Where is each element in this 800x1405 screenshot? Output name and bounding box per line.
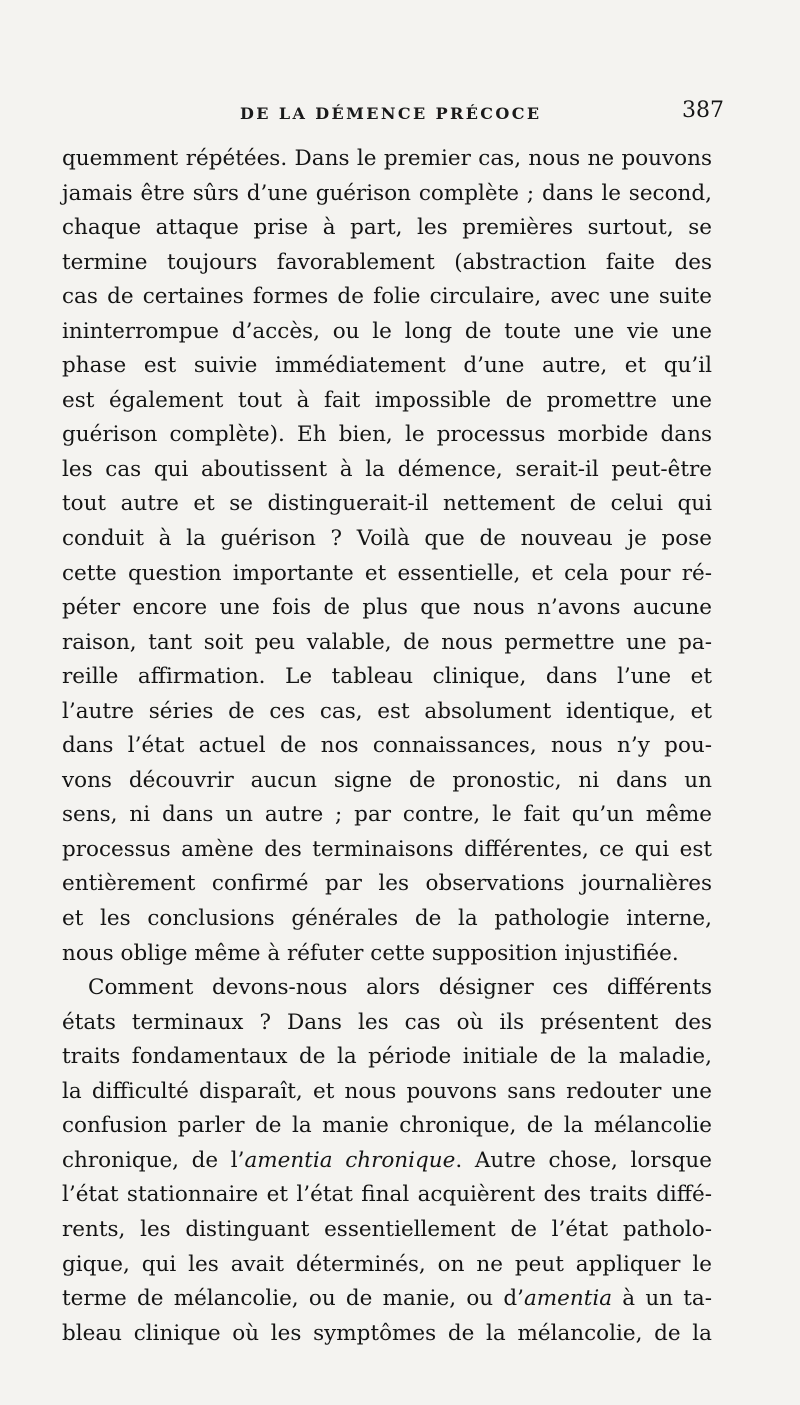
text-line: reille affirmation. Le tableau clinique, dans l’une et	[62, 664, 712, 690]
text-line: jamais être sûrs d’une guérison complète ; dans le second,	[62, 180, 712, 206]
running-title: DE LA DÉMENCE PRÉCOCE	[240, 104, 542, 123]
page-header	[62, 100, 722, 128]
text-line: Comment devons-nous alors désigner ces différents	[88, 975, 712, 1001]
text-line: ininterrompue d’accès, ou le long de toute une vie une	[62, 318, 712, 344]
text-line: cas de certaines formes de folie circulaire, avec une suite	[62, 284, 712, 310]
body-text	[62, 142, 712, 1351]
text-line: rents, les distinguant essentiellement de l’état patholo-	[62, 1216, 712, 1242]
text-line: guérison complète). Eh bien, le processus morbide dans	[62, 422, 712, 448]
text-line: entièrement confirmé par les observations journalières	[62, 871, 712, 897]
text-line: conduit à la guérison ? Voilà que de nouveau je pose	[62, 526, 712, 552]
text-line: traits fondamentaux de la période initiale de la maladie,	[62, 1044, 712, 1070]
text-line: gique, qui les avait déterminés, on ne peut appliquer le	[62, 1251, 712, 1277]
text-line: chronique, de l’amentia chronique. Autre chose, lorsque	[62, 1147, 712, 1173]
text-line: tout autre et se distinguerait-il nettement de celui qui	[62, 491, 712, 517]
text-line: péter encore une fois de plus que nous n’avons aucune	[62, 595, 712, 621]
text-line: confusion parler de la manie chronique, de la mélancolie	[62, 1113, 712, 1139]
text-line: bleau clinique où les symptômes de la mélancolie, de la	[62, 1320, 712, 1346]
text-line: nous oblige même à réfuter cette supposition injustifiée.	[62, 940, 679, 966]
text-line: termine toujours favorablement (abstraction faite des	[62, 249, 712, 275]
text-line: les cas qui aboutissent à la démence, serait-il peut-être	[62, 456, 712, 482]
text-line: quemment répétées. Dans le premier cas, nous ne pouvons	[62, 146, 712, 171]
page-number: 387	[682, 98, 724, 123]
text-line: chaque attaque prise à part, les premières surtout, se	[62, 215, 712, 241]
text-line: l’état stationnaire et l’état final acquièrent des traits diffé-	[62, 1182, 712, 1208]
text-line: est également tout à fait impossible de promettre une	[62, 387, 712, 413]
text-line: phase est suivie immédiatement d’une autre, et qu’il	[62, 353, 712, 379]
text-line: processus amène des terminaisons différentes, ce qui est	[62, 836, 712, 862]
text-line: terme de mélancolie, ou de manie, ou d’amentia à un ta-	[62, 1286, 712, 1312]
paragraph-1	[62, 142, 712, 971]
text-line: sens, ni dans un autre ; par contre, le fait qu’un même	[62, 802, 712, 828]
text-line: raison, tant soit peu valable, de nous permettre une pa-	[62, 629, 712, 655]
text-line: vons découvrir aucun signe de pronostic, ni dans un	[62, 767, 712, 793]
text-line: la difficulté disparaît, et nous pouvons sans redouter une	[62, 1078, 712, 1104]
text-line: et les conclusions générales de la pathologie interne,	[62, 906, 712, 932]
paragraph-2	[62, 971, 712, 1351]
text-line: l’autre séries de ces cas, est absolument identique, et	[62, 698, 712, 724]
text-line: cette question importante et essentielle, et cela pour ré-	[62, 560, 712, 586]
text-line: dans l’état actuel de nos connaissances, nous n’y pou-	[62, 733, 712, 759]
text-line: états terminaux ? Dans les cas où ils présentent des	[62, 1009, 712, 1035]
